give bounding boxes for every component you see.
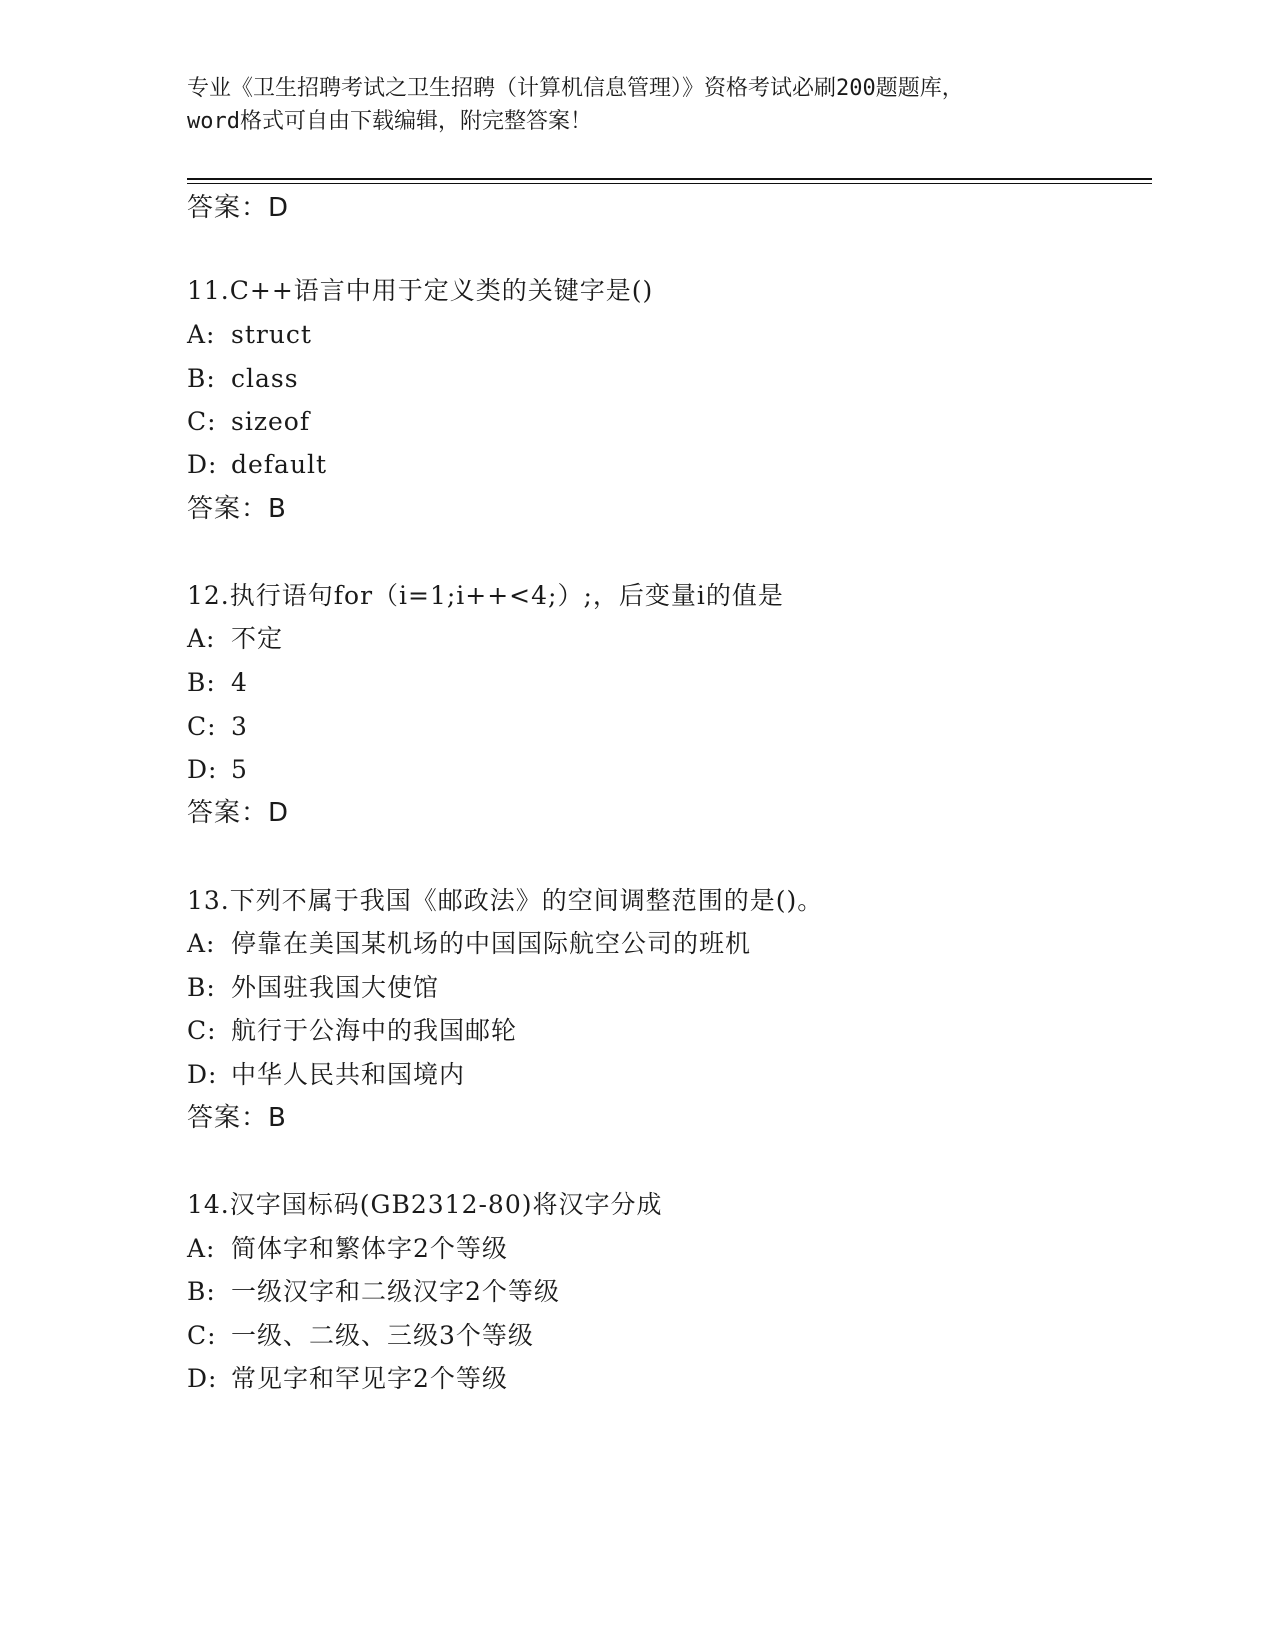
question-stem: 13.下列不属于我国《邮政法》的空间调整范围的是()。	[187, 886, 824, 915]
option-a	[187, 318, 312, 352]
option-b	[187, 666, 248, 700]
option-text: 5	[231, 755, 248, 784]
option-c	[187, 1014, 517, 1048]
option-text: 简体字和繁体字2个等级	[231, 1234, 508, 1263]
option-text: 中华人民共和国境内	[231, 1060, 466, 1089]
answer: 答案：B	[187, 494, 287, 524]
option-text: 航行于公海中的我国邮轮	[231, 1016, 518, 1045]
option-c	[187, 710, 248, 744]
option-text: 常见字和罕见字2个等级	[231, 1364, 508, 1393]
option-letter: C:	[187, 712, 217, 741]
option-d	[187, 1362, 508, 1396]
option-letter: B:	[187, 668, 216, 697]
option-text: 不定	[231, 624, 284, 653]
option-text: struct	[231, 320, 312, 349]
option-letter: A:	[187, 1234, 216, 1263]
header-line-1: 专业《卫生招聘考试之卫生招聘（计算机信息管理）》资格考试必刷200题题库，	[187, 76, 964, 101]
option-letter: A:	[187, 320, 216, 349]
option-letter: C:	[187, 407, 217, 436]
option-text: sizeof	[231, 407, 311, 436]
option-letter: C:	[187, 1016, 217, 1045]
option-text: 一级、二级、三级3个等级	[231, 1321, 534, 1350]
option-text: 停靠在美国某机场的中国国际航空公司的班机	[231, 929, 752, 958]
option-text: 外国驻我国大使馆	[231, 973, 440, 1002]
header-line-2: word格式可自由下载编辑，附完整答案！	[187, 109, 592, 134]
option-d	[187, 753, 248, 787]
question-stem: 11.C++语言中用于定义类的关键字是()	[187, 276, 654, 305]
option-a	[187, 622, 283, 656]
option-letter: A:	[187, 929, 216, 958]
answer: 答案：D	[187, 798, 290, 828]
option-text: 3	[231, 712, 248, 741]
option-letter: D:	[187, 1060, 218, 1089]
option-d	[187, 448, 327, 482]
answer: 答案：B	[187, 1103, 287, 1133]
option-text: default	[231, 450, 328, 479]
option-text: 一级汉字和二级汉字2个等级	[231, 1277, 560, 1306]
option-text: class	[231, 364, 299, 393]
option-c	[187, 405, 310, 439]
option-d	[187, 1058, 465, 1092]
option-a	[187, 927, 751, 961]
option-a	[187, 1232, 508, 1266]
option-b	[187, 362, 299, 396]
option-letter: D:	[187, 755, 218, 784]
option-letter: B:	[187, 973, 216, 1002]
option-b	[187, 971, 439, 1005]
option-c	[187, 1319, 534, 1353]
option-text: 4	[231, 668, 248, 697]
option-letter: B:	[187, 1277, 216, 1306]
prev-answer: 答案：D	[187, 193, 290, 223]
option-letter: D:	[187, 450, 218, 479]
option-b	[187, 1275, 560, 1309]
question-stem: 14.汉字国标码(GB2312-80)将汉字分成	[187, 1190, 663, 1219]
header-rule-thin	[187, 183, 1152, 184]
option-letter: D:	[187, 1364, 218, 1393]
option-letter: C:	[187, 1321, 217, 1350]
header-rule-thick	[187, 178, 1152, 180]
option-letter: B:	[187, 364, 216, 393]
question-stem: 12.执行语句for（i=1;i++<4;）;，后变量i的值是	[187, 581, 784, 610]
option-letter: A:	[187, 624, 216, 653]
document-header	[187, 72, 1087, 138]
